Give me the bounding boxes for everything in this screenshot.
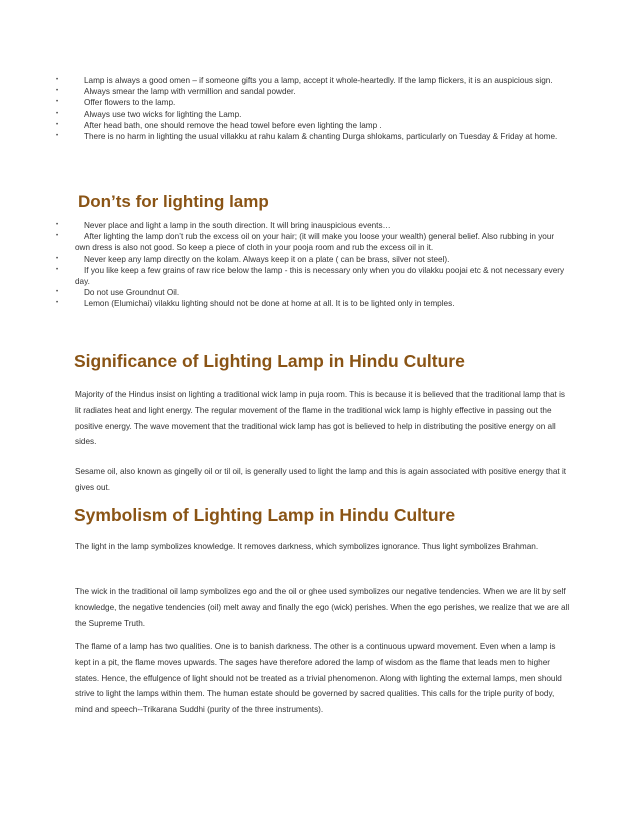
bullet-icon: • (56, 88, 59, 95)
donts-list (56, 220, 565, 310)
list-item (56, 86, 565, 97)
list-item (56, 231, 565, 253)
list-item-text: Always use two wicks for lighting the Lamp. (84, 109, 242, 119)
symbolism-paragraph-2: The wick in the traditional oil lamp symbolizes ego and the oil or ghee used symbolizes our negative tendencies. When we are lit by self knowledge, the negative tendencies (oil) melt away and finally the ego (wick) perishes. When the ego perishes, we realize that we are all the Supreme Truth. (75, 587, 570, 628)
list-item (56, 75, 565, 86)
list-item-text: If you like keep a few grains of raw rice below the lamp - this is necessary only when you do vilakku poojai etc & not necessary every day. (75, 265, 565, 287)
list-item (56, 131, 565, 142)
symbolism-heading: Symbolism of Lighting Lamp in Hindu Culture (74, 505, 456, 525)
bullet-icon: • (56, 222, 59, 228)
bullet-icon: • (56, 110, 59, 117)
bullet-icon: • (56, 289, 59, 296)
symbolism-paragraph-3: The flame of a lamp has two qualities. One is to banish darkness. The other is a continuous upward movement. Even when a lamp is kept in a pit, the flame moves upwards. The sages have therefore adored the lamp of wisdom as the flame that leads men to higher states. Hence, the effulgence of light should not be treated as a trivial phenomenon. Along with lighting the external lamps, men should strive to light the lamps within them. The human estate should be governed by sacred qualities. This calls for the triple purity of body, mind and speech--Trikarana Suddhi (purity of the three instruments). (75, 642, 562, 715)
list-item (56, 120, 565, 131)
symbolism-paragraph-1: The light in the lamp symbolizes knowledge. It removes darkness, which symbolizes ignorance. Thus light symbolizes Brahman. (75, 542, 539, 551)
significance-heading: Significance of Lighting Lamp in Hindu Culture (74, 351, 465, 371)
list-item (56, 109, 565, 120)
bullet-icon: • (56, 233, 59, 240)
bullet-icon: • (56, 133, 59, 140)
bullet-icon: • (56, 99, 59, 106)
list-item-text: There is no harm in lighting the usual villakku at rahu kalam & chanting Durga shlokams, particularly on Tuesday & Friday at home. (84, 132, 558, 142)
list-item (56, 298, 565, 309)
dos-list (56, 75, 565, 142)
list-item-text: Lemon (Elumichai) vilakku lighting should not be done at home at all. It is to be lighted only in temples. (84, 299, 455, 309)
list-item (56, 287, 565, 298)
list-item-text: After lighting the lamp don’t rub the excess oil on your hair; (it will make you loose your wealth) general belief. Also rubbing in your own dress is also not good. So keep a piece of cloth in your pooja room and rub the excess oil in it. (75, 232, 555, 253)
donts-heading: Don’ts for lighting lamp (78, 192, 269, 211)
significance-paragraph-2: Sesame oil, also known as gingelly oil or til oil, is generally used to light the lamp and this is again associated with positive energy that it gives out. (75, 467, 567, 492)
list-item (56, 254, 565, 265)
list-item-text: After head bath, one should remove the head towel before even lighting the lamp . (84, 120, 382, 130)
list-item (56, 97, 565, 108)
bullet-icon: • (56, 266, 59, 273)
list-item-text: Offer flowers to the lamp. (84, 98, 176, 108)
bullet-icon: • (56, 121, 59, 128)
bullet-icon: • (56, 77, 59, 83)
bullet-icon: • (56, 255, 59, 262)
list-item-text: Lamp is always a good omen – if someone gifts you a lamp, accept it whole-heartedly. If the lamp flickers, it is an auspicious sign. (84, 76, 553, 85)
list-item-text: Never place and light a lamp in the south direction. It will bring inauspicious events… (84, 221, 391, 230)
list-item (56, 220, 565, 231)
list-item-text: Always smear the lamp with vermillion and sandal powder. (84, 87, 296, 97)
list-item-text: Do not use Groundnut Oil. (84, 288, 180, 298)
list-item (56, 265, 565, 287)
bullet-icon: • (56, 300, 59, 307)
list-item-text: Never keep any lamp directly on the kolam. Always keep it on a plate ( can be brass, silver not steel). (84, 254, 450, 264)
significance-paragraph-1: Majority of the Hindus insist on lighting a traditional wick lamp in puja room. This is because it is believed that the traditional lamp that is lit radiates heat and light energy. The regular movement of the flame in the traditional wick lamp is highly effective in passing out the positive energy. The wave movement that the traditional wick lamp has got is believed to help in distributing the positive energy on all sides. (75, 390, 565, 447)
